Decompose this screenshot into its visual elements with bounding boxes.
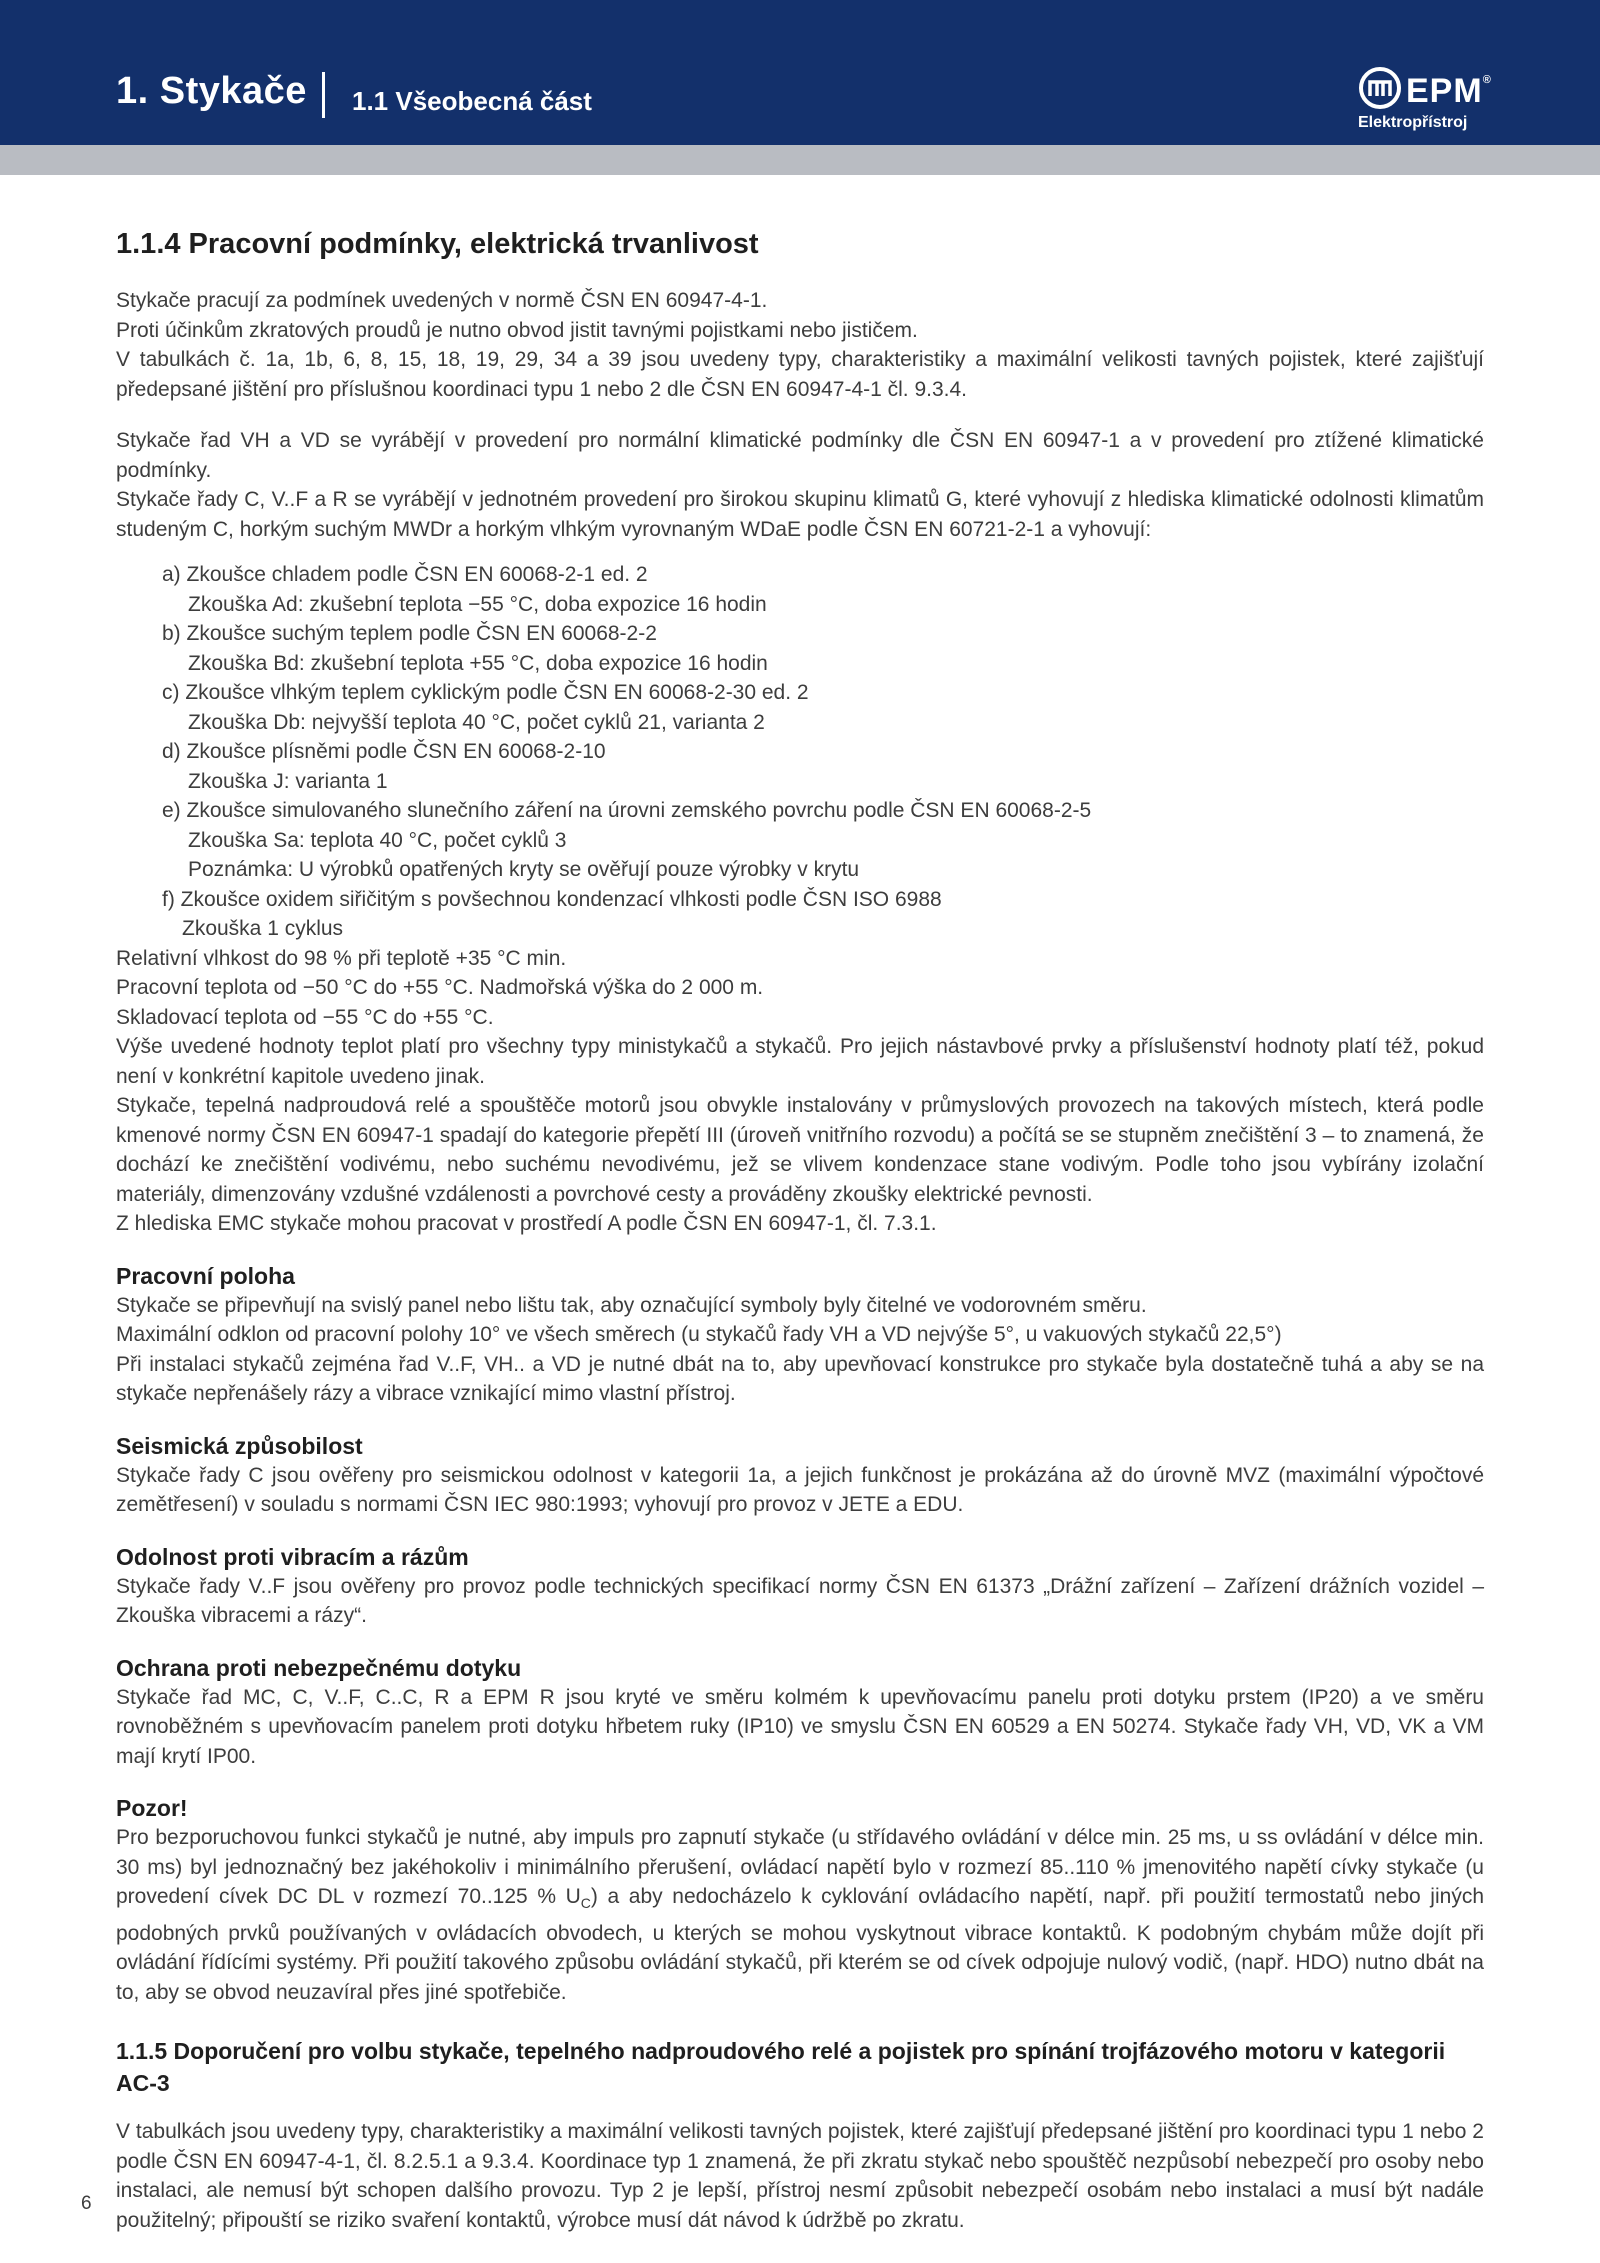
list-subitem: Poznámka: U výrobků opatřených kryty se ověřují pouze výrobky v krytu (188, 858, 860, 881)
chapter-title: 1. Stykače (116, 70, 307, 112)
section-seismicka (116, 1431, 1484, 1520)
list-item: c) Zkoušce vlhkým teplem cyklickým podle ČSN EN 60068-2-30 ed. 2 (162, 681, 809, 704)
list-subitem: Zkouška Bd: zkušební teplota +55 °C, doba expozice 16 hodin (188, 651, 768, 675)
text-line: Skladovací teplota od −55 °C do +55 °C. (116, 1005, 494, 1029)
paragraph: Stykače řady C jsou ověřeny pro seismickou odolnost v kategorii 1a, a jejich funkčnost je prokázána až do úrovně MVZ (maximální výpočtové zemětřesení) v souladu s normami ČSN IEC 980:1993; vyhovují pro provoz v JETE a EDU. (116, 1463, 1484, 1516)
subheading: Seismická způsobilost (116, 1432, 363, 1459)
section-1-1-5 (116, 2035, 1484, 2235)
text-line: Relativní vlhkost do 98 % při teplotě +35 °C min. (116, 946, 567, 970)
subheading: Odolnost proti vibracím a rázům (116, 1543, 469, 1570)
section-pracovni-poloha (116, 1261, 1484, 1409)
list-item: a) Zkoušce chladem podle ČSN EN 60068-2-1 ed. 2 (162, 563, 648, 586)
section-ochrana (116, 1653, 1484, 1772)
list-item: e) Zkoušce simulovaného slunečního záření na úrovni zemského povrchu podle ČSN EN 60068-2-5 (162, 799, 1092, 822)
paragraph: Stykače řady V..F jsou ověřeny pro provoz podle technických specifikací normy ČSN EN 61373 „Drážní zařízení – Zařízení drážních vozidel – Zkouška vibracemi a rázy“. (116, 1574, 1484, 1627)
text-line: Stykače pracují za podmínek uvedených v normě ČSN EN 60947-4-1. (116, 289, 768, 312)
page-header (0, 0, 1600, 145)
climate-paragraph (116, 426, 1484, 544)
text-line: Z hlediska EMC stykače mohou pracovat v prostředí A podle ČSN EN 60947-1, čl. 7.3.1. (116, 1212, 937, 1235)
logo-subtitle: Elektropřístroj (1358, 114, 1468, 131)
list-subitem: Zkouška Db: nejvyšší teplota 40 °C, počet cyklů 21, varianta 2 (188, 710, 765, 734)
list-item: d) Zkoušce plísněmi podle ČSN EN 60068-2-10 (162, 740, 606, 763)
text-line: Stykače řad VH a VD se vyrábějí v provedení pro normální klimatické podmínky dle ČSN EN 60947-1 a v provedení pro ztížené klimatické podmínky. (116, 429, 1484, 482)
list-subitem: Zkouška 1 cyklus (182, 917, 344, 940)
page-number: 6 (81, 2193, 92, 2214)
epm-logo (1356, 66, 1490, 138)
subheading: Pozor! (116, 1795, 188, 1821)
section-title: 1.1 Všeobecná část (352, 86, 592, 116)
list-subitem: Zkouška Ad: zkušební teplota −55 °C, doba expozice 16 hodin (188, 592, 767, 616)
list-item: f) Zkoušce oxidem siřičitým s povšechnou kondenzací vlhkosti podle ČSN ISO 6988 (162, 887, 942, 911)
text-line: V tabulkách č. 1a, 1b, 6, 8, 15, 18, 19, 29, 34 a 39 jsou uvedeny typy, charakteristiky a maximální velikosti tavných pojistek, které zajišťují předepsané jištění pro příslušnou koordinaci typu 1 nebo 2 dle ČSN EN 60947-4-1 čl. 9.3.4. (116, 348, 1484, 401)
header-separator (322, 72, 325, 118)
text-line: Stykače, tepelná nadproudová relé a spouštěče motorů jsou obvykle instalovány v průmyslových provozech na takových místech, která podle kmenové normy ČSN EN 60947-1 spadají do kategorie přepětí III (úroveň vnitřního rozvodu) a počítá se se stupněm znečištění 3 – to znamená, že dochází ke znečištění vodivému, nebo suchému nevodivému, jež se vlivem kondenzace stane vodivým. Podle toho jsou vybírány izolační materiály, dimenzovány vzdušné vzdálenosti a povrchové cesty a prováděny zkoušky elektrické pevnosti. (116, 1094, 1484, 1206)
paragraph: Stykače řad MC, C, V..F, C..C, R a EPM R jsou kryté ve směru kolmém k upevňovacímu panelu proti dotyku prstem (IP20) a ve směru rovnoběžném s upevňovacím panelem proti dotyku hřbetem ruky (IP10) ve smyslu ČSN EN 60529 a EN 50274. Stykače řady VH, VD, VK a VM mají krytí IP00. (116, 1685, 1484, 1768)
text-line: Stykače se připevňují na svislý panel nebo lištu tak, aby označující symboly byly čitelné ve vodorovném směru. (116, 1293, 1147, 1317)
list-subitem: Zkouška Sa: teplota 40 °C, počet cyklů 3 (188, 828, 567, 852)
list-item: b) Zkoušce suchým teplem podle ČSN EN 60068-2-2 (162, 622, 657, 645)
conditions-paragraph (116, 944, 1484, 1239)
section-pozor (116, 1793, 1484, 2007)
text-line: Pracovní teplota od −50 °C do +55 °C. Nadmořská výška do 2 000 m. (116, 976, 764, 999)
test-list (116, 560, 1484, 944)
section-vibrace (116, 1542, 1484, 1631)
header-band (0, 145, 1600, 175)
text-line: Maximální odklon od pracovní polohy 10° ve všech směrech (u stykačů řady VH a VD nejvýše 5°, u vakuových stykačů 22,5°) (116, 1323, 1282, 1346)
text-line: Výše uvedené hodnoty teplot platí pro všechny typy ministykačů a stykačů. Pro jejich nástavbové prvky a příslušenství hodnoty platí též, pokud není v konkrétní kapitole uvedeno jinak. (116, 1035, 1484, 1088)
paragraph: Pro bezporuchovou funkci stykačů je nutné, aby impuls pro zapnutí stykače (u střídavého ovládání v délce min. 25 ms, u ss ovládání v délce min. 30 ms) byl jednoznačný bez jakéhokoliv i minimálního přerušení, ovládací napětí bylo v rozmezí 85..110 % jmenovitého napětí cívky stykače (u provedení cívek DC DL v rozmezí 70..125 % $U_C$) a aby nedocházelo k cyklování ovládacího napětí, např. při použití termostatů nebo jiných podobných prvků používaných v ovládacích obvodech, u kterých se mohou vyskytnout vibrace kontaktů. K podobným chybám může dojít při ovládání řídícími systémy. Při použití takového způsobu ovládání stykačů, při kterém se od cívek odpojuje nulový vodič, (např. HDO) nutno dbát na to, aby se obvod neuzavíral přes jiné spotřebiče. (116, 1826, 1484, 2004)
heading-1-1-5: 1.1.5 Doporučení pro volbu stykače, tepelného nadproudového relé a pojistek pro spínání trojfázového motoru v kategorii AC-3 (116, 2038, 1446, 2097)
text-line: Při instalaci stykačů zejména řad V..F, VH.. a VD je nutné dbát na to, aby upevňovací konstrukce pro stykače byla dostatečně tuhá a aby se na stykače nepřenášely rázy a vibrace vznikající mimo vlastní přístroj. (116, 1352, 1484, 1405)
subheading: Ochrana proti nebezpečnému dotyku (116, 1654, 522, 1681)
intro-paragraph (116, 286, 1484, 404)
epm-logo-icon (1358, 66, 1402, 110)
list-subitem: Zkouška J: varianta 1 (188, 769, 388, 793)
text-line: Proti účinkům zkratových proudů je nutno obvod jistit tavnými pojistkami nebo jističem. (116, 318, 918, 342)
text-line: Stykače řady C, V..F a R se vyrábějí v jednotném provedení pro širokou skupinu klimatů G, které vyhovují z hlediska klimatické odolnosti klimatům studeným C, horkým suchým MWDr a horkým vlhkým vyrovnaným WDaE podle ČSN EN 60721-2-1 a vyhovují: (116, 488, 1484, 541)
page-content (116, 224, 1484, 2235)
logo-wordmark: EPM® (1406, 72, 1492, 110)
paragraph: V tabulkách jsou uvedeny typy, charakteristiky a maximální velikosti tavných pojistek, které zajišťují předepsané jištění pro koordinaci typu 1 nebo 2 podle ČSN EN 60947-4-1, čl. 8.2.5.1 a 9.3.4. Koordinace typ 1 znamená, že při zkratu stykač nebo spouštěč nezpůsobí nebezpečí pro osoby nebo instalaci, ale nemusí být schopen dalšího provozu. Typ 2 je lepší, přístroj nesmí způsobit nebezpečí osobám nebo instalaci a musí být nadále použitelný; připouští se riziko svaření kontaktů, výrobce musí dát návod k údržbě po zkratu. (116, 2120, 1484, 2232)
subheading: Pracovní poloha (116, 1262, 295, 1289)
heading-1-1-4: 1.1.4 Pracovní podmínky, elektrická trvanlivost (116, 228, 759, 260)
